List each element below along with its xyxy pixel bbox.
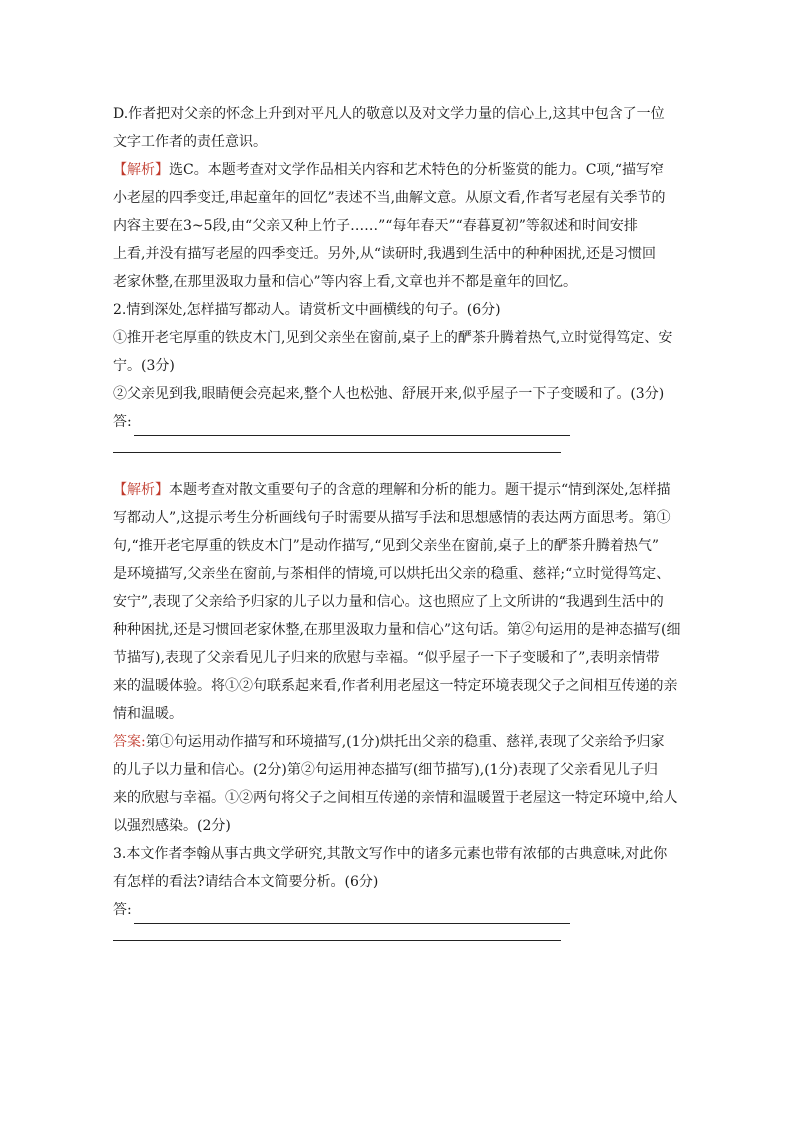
answer-2: [113, 728, 681, 840]
analysis-2-line: 来的温暖体验。将①②句联系起来看,作者利用老屋这一特定环境表现父子之间相互传递的亲: [113, 678, 678, 694]
analysis-1-text: 选C。本题考查对文学作品相关内容和艺术特色的分析鉴赏的能力。C项,“描写窄: [169, 162, 665, 178]
analysis-1-line: 上看,并没有描写老屋的四季变迁。另外,从“读研时,我遇到生活中的种种困扰,还是习惯回: [113, 246, 656, 262]
analysis-2: [113, 476, 681, 728]
answer-2-line: 以强烈感染。(2分): [113, 818, 231, 834]
question-2-item-1: 宁。(3分): [113, 358, 175, 374]
question-2-stem: 2.情到深处,怎样描写都动人。请赏析文中画横线的句子。(6分): [113, 302, 501, 318]
analysis-2-line: 是环境描写,父亲坐在窗前,与茶相伴的情境,可以烘托出父亲的稳重、慈祥;“立时觉得笃定、: [113, 566, 671, 582]
analysis-2-line: 节描写),表现了父亲看见儿子归来的欣慰与幸福。“似乎屋子一下子变暖和了”,表明亲情带: [113, 650, 660, 666]
question-2: [113, 296, 681, 464]
analysis-2-text: 本题考查对散文重要句子的含意的理解和分析的能力。题干提示“情到深处,怎样描: [169, 482, 671, 498]
answer-2-line: 的儿子以力量和信心。(2分)第②句运用神态描写(细节描写),(1分)表现了父亲看见儿子归: [113, 762, 659, 778]
analysis-tag: 【解析】: [113, 482, 169, 498]
analysis-2-line: 写都动人”,这提示考生分析画线句子时需要从描写手法和思想感情的表达两方面思考。第①: [113, 510, 671, 526]
analysis-tag: 【解析】: [113, 162, 169, 178]
option-d: [113, 100, 681, 156]
answer-label: 答:: [113, 902, 132, 918]
answer-underline[interactable]: [113, 924, 561, 941]
analysis-1: [113, 156, 681, 296]
analysis-1-line: 老家休整,在那里汲取力量和信心”等内容上看,文章也并不都是童年的回忆。: [113, 274, 578, 290]
option-d-line: 文字工作者的责任意识。: [113, 134, 267, 150]
answer-2-line: [113, 728, 681, 756]
answer-blank-line[interactable]: [113, 896, 681, 924]
answer-underline[interactable]: [134, 419, 570, 436]
analysis-2-line: 种种困扰,还是习惯回老家休整,在那里汲取力量和信心”这句话。第②句运用的是神态描写(细: [113, 622, 681, 638]
answer-blank-line-2[interactable]: [113, 924, 681, 952]
question-2-item-2: ②父亲见到我,眼睛便会亮起来,整个人也松弛、舒展开来,似乎屋子一下子变暖和了。(3分): [113, 386, 665, 402]
question-3-line: 有怎样的看法?请结合本文简要分析。(6分): [113, 874, 379, 890]
analysis-1-line: 小老屋的四季变迁,串起童年的回忆”表述不当,曲解文意。从原文看,作者写老屋有关季节的: [113, 190, 666, 206]
analysis-1-line: [113, 156, 681, 184]
answer-blank-line-2[interactable]: [113, 436, 681, 464]
analysis-2-line: 句,“推开老宅厚重的铁皮木门”是动作描写,“见到父亲坐在窗前,桌子上的酽茶升腾着热气”: [113, 538, 659, 554]
answer-tag: 答案:: [113, 734, 146, 750]
question-2-item-1: ①推开老宅厚重的铁皮木门,见到父亲坐在窗前,桌子上的酽茶升腾着热气,立时觉得笃定、安: [113, 330, 673, 346]
answer-underline[interactable]: [134, 907, 570, 924]
answer-underline[interactable]: [113, 436, 561, 453]
answer-2-text: 第①句运用动作描写和环境描写,(1分)烘托出父亲的稳重、慈祥,表现了父亲给予归家: [145, 734, 665, 750]
question-3-line: 3.本文作者李翰从事古典文学研究,其散文写作中的诸多元素也带有浓郁的古典意味,对此你: [113, 846, 668, 862]
analysis-2-line: 情和温暖。: [113, 706, 183, 722]
option-d-line: D.作者把对父亲的怀念上升到对平凡人的敬意以及对文学力量的信心上,这其中包含了一位: [113, 106, 665, 122]
document-page: [113, 100, 681, 952]
analysis-2-line: 安宁”,表现了父亲给予归家的儿子以力量和信心。这也照应了上文所讲的“我遇到生活中的: [113, 594, 664, 610]
analysis-2-line: [113, 476, 681, 504]
analysis-1-line: 内容主要在3~5段,由“父亲又种上竹子……”“每年春天”“春暮夏初”等叙述和时间安排: [113, 218, 638, 234]
answer-blank-line[interactable]: [113, 408, 681, 436]
question-3: [113, 840, 681, 952]
answer-2-line: 来的欣慰与幸福。①②两句将父子之间相互传递的亲情和温暖置于老屋这一特定环境中,给人: [113, 790, 678, 806]
answer-label: 答:: [113, 414, 132, 430]
